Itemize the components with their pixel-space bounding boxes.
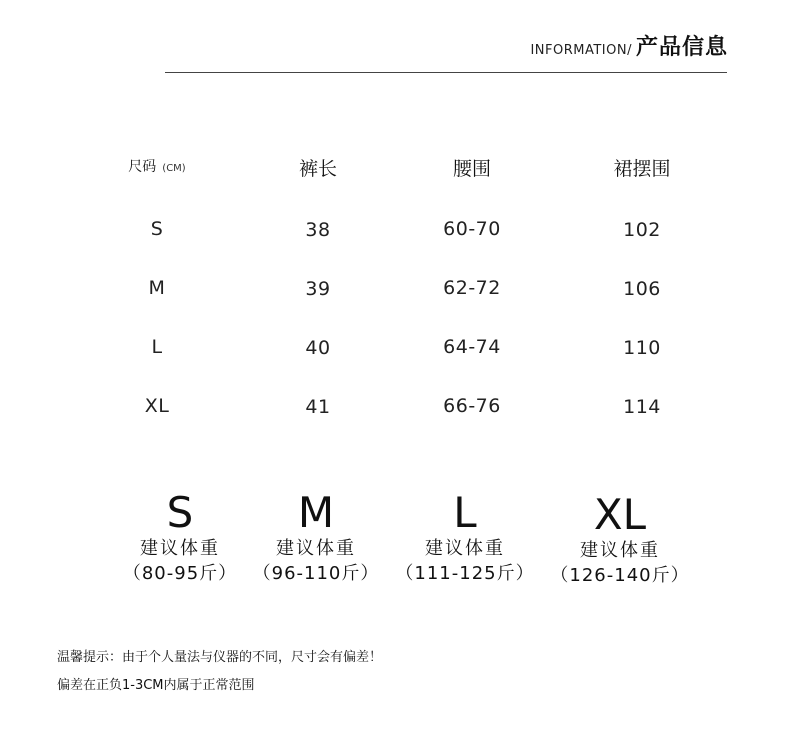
weight-range: （111-125斤） <box>395 563 535 584</box>
header-length: 裤长 <box>298 158 338 180</box>
title-english: INFORMATION/ <box>530 43 632 58</box>
weight-size: M <box>297 488 335 537</box>
note-line-2: 偏差在正负1-3CM内属于正常范围 <box>57 678 255 693</box>
weight-block-s <box>123 489 237 587</box>
table-cell-size: L <box>151 336 163 358</box>
weight-size: XL <box>593 490 647 539</box>
header-size-unit: (CM) <box>162 163 186 174</box>
table-cell-hem: 114 <box>623 396 661 418</box>
size-notes <box>57 644 382 700</box>
table-cell-waist: 64-74 <box>443 336 501 358</box>
weight-block-l <box>395 489 534 587</box>
note-line-1: 温馨提示：由于个人量法与仪器的不同，尺寸会有偏差！ <box>57 650 383 665</box>
table-cell-size: S <box>150 218 164 240</box>
table-cell-length: 39 <box>305 278 331 300</box>
table-cell-length: 40 <box>305 337 331 359</box>
weight-label: 建议体重 <box>275 538 356 559</box>
weight-size: L <box>453 488 477 537</box>
table-cell-hem: 106 <box>623 278 661 300</box>
table-cell-length: 38 <box>305 219 331 241</box>
table-cell-waist: 62-72 <box>443 277 501 299</box>
weight-range: （96-110斤） <box>252 563 380 584</box>
table-cell-length: 41 <box>305 396 331 418</box>
header-divider <box>165 72 727 73</box>
weight-range: （126-140斤） <box>550 565 690 586</box>
table-cell-hem: 110 <box>623 337 661 359</box>
weight-label: 建议体重 <box>425 538 505 559</box>
weight-label: 建议体重 <box>140 538 220 559</box>
header-hem: 裙摆围 <box>613 158 671 180</box>
weight-size: S <box>166 488 194 537</box>
weight-block-m <box>253 489 380 587</box>
weight-block-xl <box>550 491 689 589</box>
weight-label: 建议体重 <box>580 540 660 561</box>
table-cell-size: XL <box>144 395 170 417</box>
title-chinese: 产品信息 <box>635 35 728 60</box>
table-cell-hem: 102 <box>623 219 661 241</box>
table-cell-size: M <box>148 277 166 299</box>
page-title <box>530 30 728 61</box>
header-size-label: 尺码 <box>128 159 157 175</box>
table-cell-waist: 60-70 <box>443 218 501 240</box>
header-waist: 腰围 <box>452 158 492 180</box>
header-size <box>128 156 185 176</box>
table-cell-waist: 66-76 <box>443 395 501 417</box>
weight-range: （80-95斤） <box>122 563 238 584</box>
